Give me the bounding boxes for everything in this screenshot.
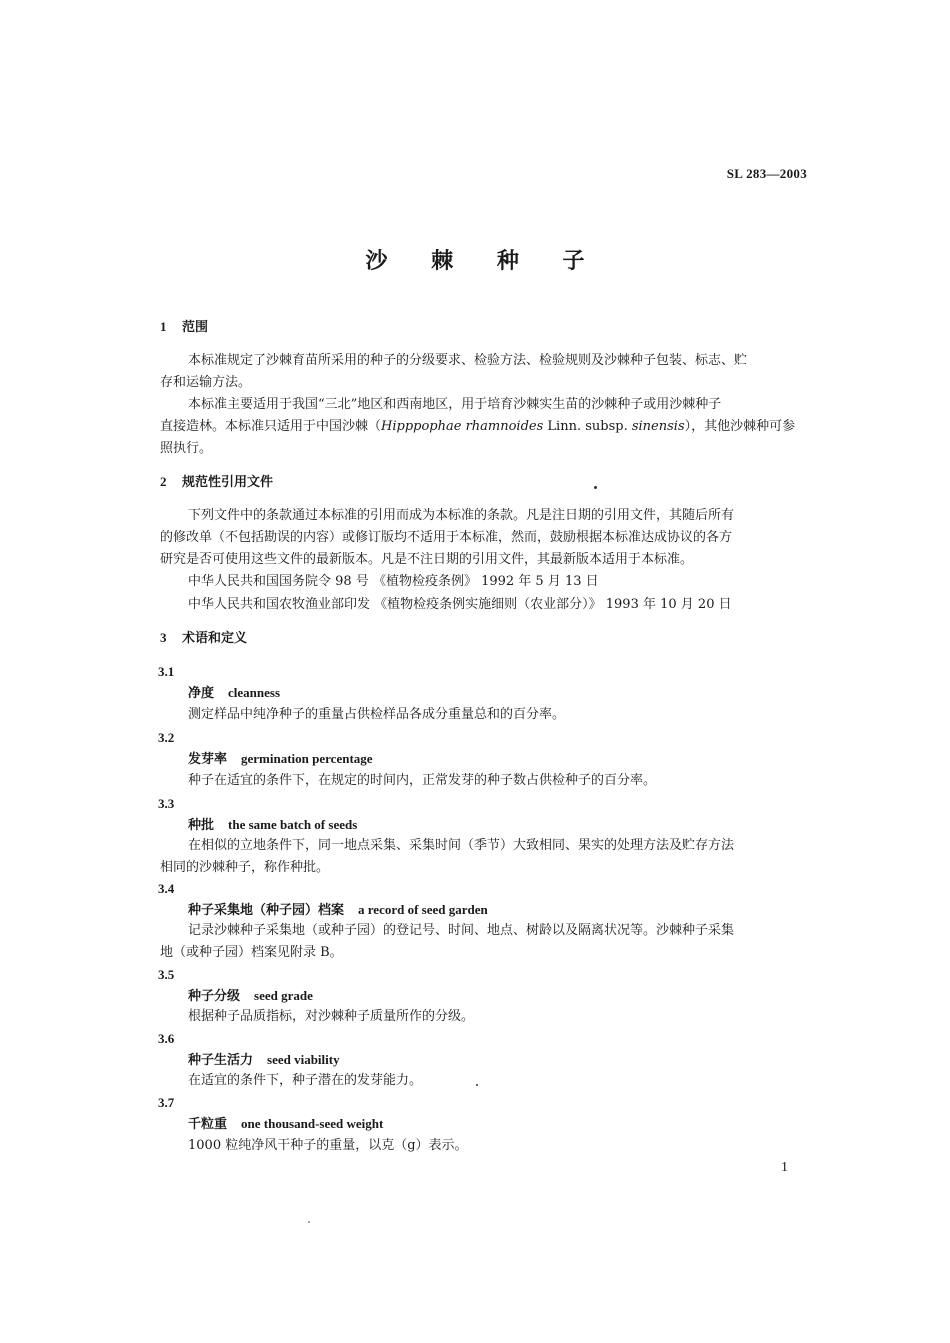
term-chinese: 种子分级 [188,989,241,1004]
term-chinese: 种批 [188,818,215,833]
clause-number: 3.1 [158,664,175,679]
term-english: the same batch of seeds [228,817,358,832]
text-run: ），其他沙棘种可参 [684,419,796,434]
term-heading [188,1052,340,1069]
page-number: 1 [781,1160,788,1175]
reference-item: 中华人民共和国国务院令 98 号 《植物检疫条例》 1992 年 5 月 13 日 [188,574,599,589]
scan-speck [308,1221,310,1223]
term-heading [188,902,488,919]
term-chinese: 千粒重 [188,1117,228,1132]
species-name: Hipppophae rhamnoides [381,419,544,434]
text-run: 直接造林。本标准只适用于中国沙棘（ [160,419,382,434]
term-chinese: 净度 [188,686,215,701]
paragraph-line: 的修改单（不包括勘误的内容）或修订版均不适用于本标准，然而，鼓励根据本标准达成协议的各方 [160,530,733,545]
clause-number: 3.2 [158,730,175,745]
paragraph-line: 照执行。 [160,441,213,456]
term-definition: 记录沙棘种子采集地（或种子园）的登记号、时间、地点、树龄以及隔离状况等。沙棘种子采集 [188,923,735,938]
section-1-heading [160,319,208,336]
term-definition: 在适宜的条件下，种子潜在的发芽能力。 [188,1073,423,1088]
section-number: 3 [160,630,167,645]
term-heading [188,751,373,768]
paragraph-line: 本标准主要适用于我国“三北”地区和西南地区，用于培育沙棘实生苗的沙棘种子或用沙棘种子 [188,397,722,412]
subspecies-name: sinensis [631,419,685,434]
term-english: seed grade [254,988,313,1003]
term-definition: 根据种子品质指标，对沙棘种子质量所作的分级。 [188,1009,475,1024]
paragraph-line: 研究是否可使用这些文件的最新版本。凡是不注日期的引用文件，其最新版本适用于本标准。 [160,552,694,567]
term-chinese: 种子采集地（种子园）档案 [188,903,345,918]
paragraph-line: 本标准规定了沙棘育苗所采用的种子的分级要求、检验方法、检验规则及沙棘种子包装、标志、贮 [188,353,748,368]
term-heading [188,817,357,834]
term-definition: 地（或种子园）档案见附录 B。 [160,945,343,960]
section-2-heading [160,474,273,491]
clause-number: 3.5 [158,967,175,982]
standard-code: SL 283—2003 [726,166,807,181]
section-title: 范围 [182,320,209,335]
section-3-heading [160,630,247,647]
paragraph-line: 存和运输方法。 [160,375,252,390]
term-english: a record of seed garden [358,902,488,917]
term-english: one thousand-seed weight [241,1116,384,1131]
clause-number: 3.7 [158,1095,175,1110]
scan-speck [594,486,597,489]
term-definition: 测定样品中纯净种子的重量占供检样品各成分重量总和的百分率。 [188,707,566,722]
section-title: 术语和定义 [182,631,248,646]
section-number: 2 [160,474,167,489]
section-number: 1 [160,319,167,334]
term-english: germination percentage [241,751,373,766]
scan-speck [476,1084,478,1086]
term-definition: 1000 粒纯净风干种子的重量，以克（g）表示。 [188,1138,468,1153]
section-title: 规范性引用文件 [182,475,274,490]
clause-number: 3.3 [158,796,175,811]
clause-number: 3.4 [158,881,175,896]
paragraph-line [160,419,795,435]
clause-number: 3.6 [158,1031,175,1046]
term-english: cleanness [228,685,281,700]
term-chinese: 发芽率 [188,752,228,767]
term-definition: 在相似的立地条件下，同一地点采集、采集时间（季节）大致相同、果实的处理方法及贮存方法 [188,838,735,853]
term-definition: 种子在适宜的条件下，在规定的时间内，正常发芽的种子数占供检种子的百分率。 [188,773,657,788]
term-english: seed viability [267,1052,340,1067]
text-run: Linn. subsp. [543,419,632,434]
reference-item: 中华人民共和国农牧渔业部印发 《植物检疫条例实施细则（农业部分）》 1993 年 10 月 20 日 [188,597,732,612]
term-heading [188,685,280,702]
term-heading [188,988,313,1005]
term-chinese: 种子生活力 [188,1053,254,1068]
paragraph-line: 下列文件中的条款通过本标准的引用而成为本标准的条款。凡是注日期的引用文件，其随后所有 [188,508,735,523]
term-definition: 相同的沙棘种子，称作种批。 [160,860,330,875]
document-title: 沙 棘 种 子 [365,249,603,274]
term-heading [188,1116,383,1133]
